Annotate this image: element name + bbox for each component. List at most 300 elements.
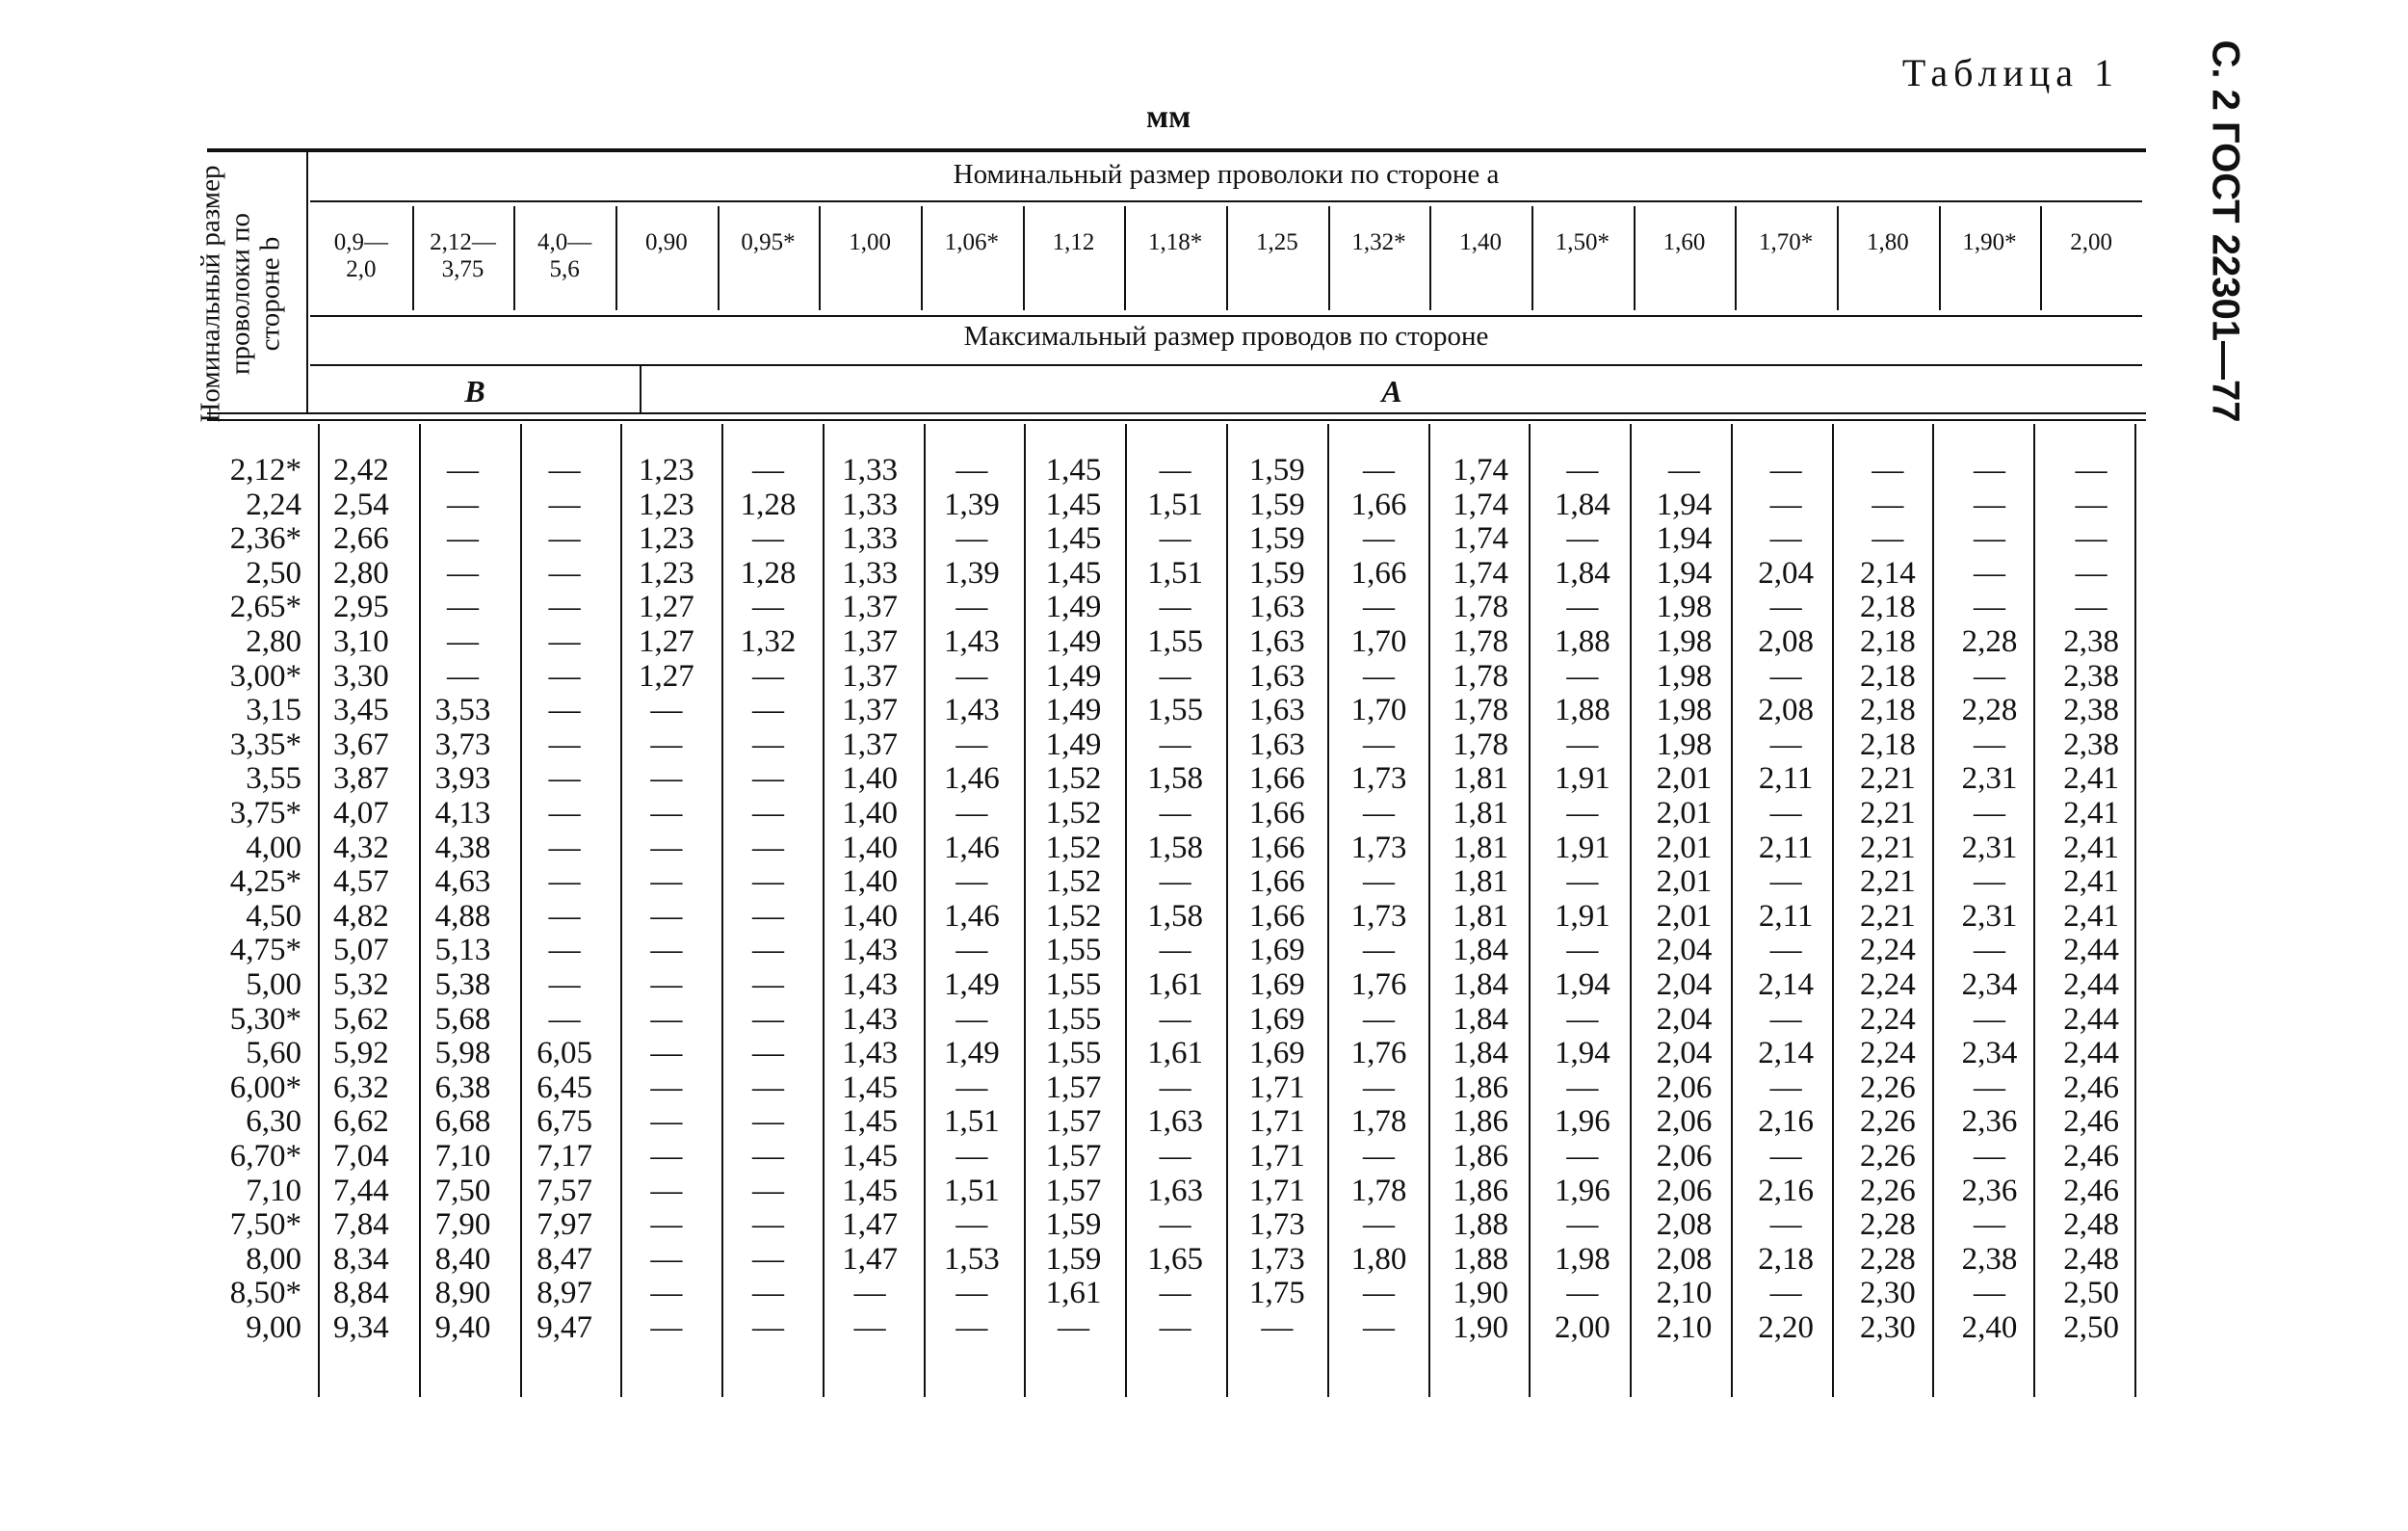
table-cell: —	[548, 1002, 581, 1037]
table-cell: 1,84	[1453, 933, 1509, 967]
side-reference-text: С. 2 ГОСТ 22301—77	[2204, 40, 2247, 423]
table-cell: 2,38	[2063, 727, 2120, 762]
table-cell: —	[1973, 933, 2005, 967]
table-cell: 4,13	[434, 796, 491, 831]
table-cell: 8,90	[434, 1276, 491, 1310]
table-cell: 2,31	[1961, 761, 2018, 796]
table-cell: —	[548, 521, 581, 556]
table-cell: 6,32	[332, 1070, 389, 1105]
table-cell: 7,04	[332, 1139, 389, 1174]
table-cell: 5,98	[434, 1036, 491, 1070]
table-cell: 5,68	[434, 1002, 491, 1037]
table-cell: —	[1769, 1070, 1802, 1105]
table-cell: 5,13	[434, 933, 491, 967]
table-cell: —	[650, 796, 683, 831]
table-cell: —	[1362, 796, 1395, 831]
table-cell: —	[650, 967, 683, 1002]
table-cell: —	[1362, 1310, 1395, 1345]
table-cell: —	[446, 590, 479, 624]
table-cell: 1,55	[1045, 967, 1102, 1002]
table-cell: 2,46	[2063, 1174, 2120, 1208]
rule-column-header	[1634, 206, 1636, 310]
table-cell: —	[548, 556, 581, 591]
table-cell: 2,30	[1859, 1276, 1916, 1310]
table-cell: 6,05	[537, 1036, 593, 1070]
table-cell: 1,66	[1248, 864, 1305, 899]
table-cell: —	[1973, 659, 2005, 694]
table-cell: —	[1362, 659, 1395, 694]
table-cell: 1,59	[1248, 521, 1305, 556]
table-cell: 1,63	[1248, 727, 1305, 762]
table-cell: 2,80	[332, 556, 389, 591]
table-cell: 2,28	[1961, 693, 2018, 727]
table-cell: 1,45	[842, 1104, 899, 1139]
table-cell: 1,61	[1147, 967, 1204, 1002]
rule-column-header	[1837, 206, 1839, 310]
table-cell: 1,86	[1453, 1104, 1509, 1139]
table-cell: 2,06	[1656, 1139, 1713, 1174]
column-header: 1,00	[849, 229, 892, 255]
column-header: 1,90*	[1962, 229, 2017, 255]
table-cell: —	[1566, 659, 1599, 694]
table-cell: 1,88	[1554, 693, 1610, 727]
table-cell: 1,81	[1453, 761, 1509, 796]
table-cell: 2,06	[1656, 1104, 1713, 1139]
table-cell: 1,94	[1656, 488, 1713, 522]
table-cell: 3,45	[332, 693, 389, 727]
table-cell: 1,49	[1045, 693, 1102, 727]
table-cell: 2,28	[1859, 1207, 1916, 1242]
row-label: 3,35*	[229, 727, 301, 762]
table-cell: —	[1566, 864, 1599, 899]
table-cell: 1,46	[943, 899, 1000, 934]
table-title: Таблица 1	[1901, 51, 2119, 94]
table-cell: 5,07	[332, 933, 389, 967]
table-cell: 1,59	[1248, 488, 1305, 522]
table-cell: 1,40	[842, 899, 899, 934]
table-cell: 2,36	[1961, 1104, 2018, 1139]
table-cell: —	[1871, 488, 1904, 522]
table-cell: 1,80	[1350, 1242, 1407, 1277]
table-cell: 2,34	[1961, 967, 2018, 1002]
table-cell: 1,45	[842, 1174, 899, 1208]
table-cell: —	[853, 1276, 886, 1310]
table-cell: 1,90	[1453, 1276, 1509, 1310]
table-cell: 1,23	[638, 453, 694, 488]
table-cell: —	[751, 659, 784, 694]
table-cell: 2,26	[1859, 1104, 1916, 1139]
table-cell: 1,40	[842, 796, 899, 831]
row-label: 6,70*	[229, 1139, 301, 1174]
table-cell: 1,59	[1045, 1242, 1102, 1277]
table-cell: —	[1566, 521, 1599, 556]
table-cell: 1,71	[1248, 1139, 1305, 1174]
max-size-header: Максимальный размер проводов по стороне	[963, 321, 1489, 352]
table-cell: 1,47	[842, 1207, 899, 1242]
table-cell: 2,11	[1758, 899, 1814, 934]
table-cell: 9,47	[537, 1310, 593, 1345]
table-cell: —	[548, 761, 581, 796]
table-cell: 2,38	[2063, 624, 2120, 659]
table-cell: 1,51	[1147, 556, 1204, 591]
table-cell: 1,81	[1453, 831, 1509, 865]
table-cell: 1,51	[943, 1174, 1000, 1208]
table-cell: —	[1159, 1310, 1191, 1345]
row-label: 2,50	[246, 556, 301, 591]
table-cell: 1,74	[1453, 488, 1509, 522]
table-cell: 1,84	[1453, 1036, 1509, 1070]
table-cell: —	[446, 556, 479, 591]
table-cell: 1,40	[842, 864, 899, 899]
table-cell: 1,27	[638, 624, 694, 659]
table-cell: 1,27	[638, 590, 694, 624]
rule-column-header	[1531, 206, 1533, 310]
table-cell: 1,55	[1147, 693, 1204, 727]
table-cell: 1,59	[1045, 1207, 1102, 1242]
table-cell: —	[1973, 727, 2005, 762]
rule-top	[207, 148, 2146, 152]
row-label: 6,30	[246, 1104, 301, 1139]
table-cell: —	[1769, 864, 1802, 899]
rule-under-nominal	[310, 200, 2142, 202]
table-cell: 1,84	[1554, 488, 1610, 522]
table-cell: —	[751, 1174, 784, 1208]
rule-under-max	[310, 364, 2142, 366]
table-cell: —	[548, 624, 581, 659]
table-cell: —	[548, 590, 581, 624]
table-cell: —	[1566, 453, 1599, 488]
table-cell: 1,43	[943, 624, 1000, 659]
table-cell: 2,21	[1859, 796, 1916, 831]
column-header: 0,90	[644, 229, 688, 255]
table-cell: 1,88	[1554, 624, 1610, 659]
table-cell: —	[955, 659, 988, 694]
table-cell: 1,39	[943, 556, 1000, 591]
table-cell: —	[548, 933, 581, 967]
table-cell: —	[446, 453, 479, 488]
table-cell: 1,91	[1554, 899, 1610, 934]
table-cell: —	[1769, 1207, 1802, 1242]
table-cell: 1,98	[1656, 624, 1713, 659]
table-cell: —	[650, 1036, 683, 1070]
table-cell: 3,87	[332, 761, 389, 796]
table-cell: —	[1973, 1139, 2005, 1174]
table-cell: 2,21	[1859, 899, 1916, 934]
table-cell: —	[650, 1104, 683, 1139]
table-cell: —	[1159, 590, 1191, 624]
table-cell: —	[1362, 1070, 1395, 1105]
table-cell: 2,08	[1656, 1207, 1713, 1242]
row-label: 3,15	[246, 693, 301, 727]
table-cell: —	[751, 1207, 784, 1242]
table-cell: 1,52	[1045, 831, 1102, 865]
table-cell: 2,24	[1859, 1002, 1916, 1037]
table-cell: 1,46	[943, 831, 1000, 865]
table-cell: —	[1362, 1002, 1395, 1037]
row-label: 7,10	[246, 1174, 301, 1208]
table-cell: 2,44	[2063, 967, 2120, 1002]
table-cell: —	[650, 1242, 683, 1277]
table-cell: 2,18	[1859, 693, 1916, 727]
table-cell: 1,73	[1248, 1242, 1305, 1277]
row-label: 7,50*	[229, 1207, 301, 1242]
rule-column-header	[1328, 206, 1330, 310]
table-cell: 2,38	[2063, 659, 2120, 694]
table-cell: —	[650, 899, 683, 934]
column-header: 0,9— 2,0	[333, 229, 388, 282]
table-cell: 7,10	[434, 1139, 491, 1174]
table-cell: —	[751, 899, 784, 934]
table-cell: 2,95	[332, 590, 389, 624]
table-cell: 8,97	[537, 1276, 593, 1310]
table-cell: —	[1159, 727, 1191, 762]
table-cell: —	[650, 761, 683, 796]
table-cell: 1,69	[1248, 1036, 1305, 1070]
table-cell: 1,53	[943, 1242, 1000, 1277]
table-cell: —	[1362, 1139, 1395, 1174]
table-cell: 1,88	[1453, 1242, 1509, 1277]
table-cell: 1,75	[1248, 1276, 1305, 1310]
table-cell: —	[955, 796, 988, 831]
table-cell: 2,01	[1656, 864, 1713, 899]
table-cell: 2,46	[2063, 1104, 2120, 1139]
table-cell: 1,78	[1350, 1174, 1407, 1208]
table-cell: 1,91	[1554, 761, 1610, 796]
table-cell: —	[446, 659, 479, 694]
table-cell: 2,54	[332, 488, 389, 522]
table-cell: 2,28	[1859, 1242, 1916, 1277]
table-cell: 9,40	[434, 1310, 491, 1345]
table-cell: —	[751, 1276, 784, 1310]
table-cell: 1,52	[1045, 899, 1102, 934]
table-cell: 6,45	[537, 1070, 593, 1105]
table-cell: —	[1159, 1139, 1191, 1174]
table-cell: 1,49	[1045, 590, 1102, 624]
table-cell: 4,63	[434, 864, 491, 899]
table-cell: —	[751, 1036, 784, 1070]
table-cell: 1,61	[1045, 1276, 1102, 1310]
table-cell: 1,52	[1045, 864, 1102, 899]
row-label: 2,12*	[229, 453, 301, 488]
table-cell: —	[751, 727, 784, 762]
table-cell: 2,66	[332, 521, 389, 556]
table-cell: —	[955, 864, 988, 899]
table-cell: —	[955, 521, 988, 556]
table-cell: 1,39	[943, 488, 1000, 522]
rule-group-split	[640, 366, 641, 412]
table-cell: —	[1566, 1207, 1599, 1242]
table-cell: —	[650, 1207, 683, 1242]
table-cell: 1,37	[842, 590, 899, 624]
table-cell: 2,50	[2063, 1310, 2120, 1345]
table-cell: 1,45	[1045, 488, 1102, 522]
table-cell: 2,44	[2063, 1002, 2120, 1037]
table-cell: 1,43	[943, 693, 1000, 727]
table-cell: 5,32	[332, 967, 389, 1002]
table-cell: 2,24	[1859, 1036, 1916, 1070]
table-cell: 1,33	[842, 453, 899, 488]
table-cell: 2,18	[1859, 659, 1916, 694]
table-cell: 2,14	[1758, 1036, 1815, 1070]
table-cell: 2,26	[1859, 1174, 1916, 1208]
table-cell: —	[1973, 1276, 2005, 1310]
table-cell: 1,98	[1656, 659, 1713, 694]
table-cell: —	[1159, 933, 1191, 967]
table-cell: —	[1871, 521, 1904, 556]
table-cell: 4,57	[332, 864, 389, 899]
table-cell: 1,58	[1147, 899, 1204, 934]
table-cell: —	[1769, 659, 1802, 694]
table-cell: —	[751, 693, 784, 727]
table-cell: 1,55	[1147, 624, 1204, 659]
column-header: 1,18*	[1148, 229, 1203, 255]
table-cell: —	[650, 727, 683, 762]
table-cell: —	[1769, 1276, 1802, 1310]
table-cell: 5,92	[332, 1036, 389, 1070]
table-cell: —	[548, 864, 581, 899]
table-cell: —	[1362, 521, 1395, 556]
table-cell: 9,34	[332, 1310, 389, 1345]
table-cell: 1,58	[1147, 761, 1204, 796]
row-label: 5,60	[246, 1036, 301, 1070]
table-cell: —	[650, 1070, 683, 1105]
group-b-label: B	[464, 374, 485, 409]
table-cell: 1,63	[1248, 693, 1305, 727]
table-cell: 1,70	[1350, 693, 1407, 727]
table-cell: —	[955, 933, 988, 967]
table-cell: 3,93	[434, 761, 491, 796]
table-cell: 2,26	[1859, 1070, 1916, 1105]
table-cell: 7,97	[537, 1207, 593, 1242]
column-header: 1,40	[1459, 229, 1503, 255]
table-cell: 1,63	[1147, 1174, 1204, 1208]
table-cell: 1,47	[842, 1242, 899, 1277]
table-cell: —	[955, 1207, 988, 1242]
table-cell: 2,01	[1656, 899, 1713, 934]
rule-column-header	[1939, 206, 1941, 310]
table-cell: 1,33	[842, 488, 899, 522]
group-a-label: A	[1381, 374, 1402, 409]
row-label: 3,75*	[229, 796, 301, 831]
table-cell: 1,66	[1248, 761, 1305, 796]
rule-column-header	[2040, 206, 2042, 310]
rule-column-header	[615, 206, 617, 310]
table-cell: —	[1973, 1002, 2005, 1037]
column-header: 4,0— 5,6	[537, 229, 592, 282]
table-cell: —	[853, 1310, 886, 1345]
row-label: 3,55	[246, 761, 301, 796]
row-label: 5,30*	[229, 1002, 301, 1037]
row-label: 8,50*	[229, 1276, 301, 1310]
table-cell: 1,59	[1248, 453, 1305, 488]
table-cell: —	[650, 1276, 683, 1310]
table-cell: 7,50	[434, 1174, 491, 1208]
table-cell: 1,28	[740, 488, 797, 522]
column-header: 0,95*	[741, 229, 796, 255]
table-cell: 2,04	[1656, 1002, 1713, 1037]
table-cell: 3,10	[332, 624, 389, 659]
table-cell: —	[1362, 933, 1395, 967]
table-cell: 2,46	[2063, 1139, 2120, 1174]
table-cell: 2,48	[2063, 1207, 2120, 1242]
table-cell: 2,04	[1758, 556, 1815, 591]
column-header: 1,32*	[1351, 229, 1406, 255]
table-cell: —	[1566, 796, 1599, 831]
table-cell: 1,37	[842, 659, 899, 694]
table-cell: 2,38	[2063, 693, 2120, 727]
table-cell: 2,28	[1961, 624, 2018, 659]
table-cell: 2,21	[1859, 831, 1916, 865]
table-cell: 1,66	[1248, 796, 1305, 831]
table-cell: 1,57	[1045, 1174, 1102, 1208]
row-label: 2,65*	[229, 590, 301, 624]
table-cell: 1,78	[1350, 1104, 1407, 1139]
table-cell: 1,59	[1248, 556, 1305, 591]
table-cell: 1,71	[1248, 1174, 1305, 1208]
table-cell: —	[751, 1139, 784, 1174]
row-label: 8,00	[246, 1242, 301, 1277]
table-cell: 1,45	[842, 1070, 899, 1105]
table-cell: —	[751, 1310, 784, 1345]
table-cell: 1,57	[1045, 1104, 1102, 1139]
table-cell: 2,20	[1758, 1310, 1815, 1345]
row-label: 2,36*	[229, 521, 301, 556]
table-cell: 1,63	[1248, 590, 1305, 624]
rule-column-header	[921, 206, 923, 310]
table-cell: 2,18	[1859, 590, 1916, 624]
table-cell: 1,63	[1248, 624, 1305, 659]
table-cell: —	[1159, 1002, 1191, 1037]
table-cell: 1,66	[1248, 831, 1305, 865]
rule-head-bottom-1	[207, 412, 2146, 414]
table-cell: —	[751, 864, 784, 899]
table-cell: 2,50	[2063, 1276, 2120, 1310]
table-cell: 6,38	[434, 1070, 491, 1105]
table-cell: —	[1769, 727, 1802, 762]
table-cell: 2,11	[1758, 831, 1814, 865]
row-label: 6,00*	[229, 1070, 301, 1105]
table-cell: —	[1973, 864, 2005, 899]
table-cell: —	[955, 590, 988, 624]
table-cell: 1,88	[1453, 1207, 1509, 1242]
table-cell: —	[1566, 1139, 1599, 1174]
column-header: 1,12	[1052, 229, 1095, 255]
table-cell: 1,49	[1045, 659, 1102, 694]
table-cell: 1,49	[943, 967, 1000, 1002]
table-cell: —	[650, 693, 683, 727]
table-cell: 1,78	[1453, 693, 1509, 727]
table-cell: 2,04	[1656, 1036, 1713, 1070]
table-cell: 1,43	[842, 933, 899, 967]
column-header: 1,70*	[1759, 229, 1814, 255]
table-cell: —	[1159, 796, 1191, 831]
table-cell: —	[1973, 1207, 2005, 1242]
table-cell: —	[548, 727, 581, 762]
row-label: 5,00	[246, 967, 301, 1002]
table-cell: 2,06	[1656, 1070, 1713, 1105]
table-cell: 7,84	[332, 1207, 389, 1242]
table-cell: —	[650, 1174, 683, 1208]
table-cell: —	[650, 864, 683, 899]
table-cell: 2,31	[1961, 831, 2018, 865]
table-cell: 7,44	[332, 1174, 389, 1208]
table-cell: 6,68	[434, 1104, 491, 1139]
table-cell: —	[1769, 488, 1802, 522]
row-label: 2,80	[246, 624, 301, 659]
column-header: 1,25	[1255, 229, 1298, 255]
table-cell: 2,11	[1758, 761, 1814, 796]
column-header: 2,00	[2070, 229, 2113, 255]
